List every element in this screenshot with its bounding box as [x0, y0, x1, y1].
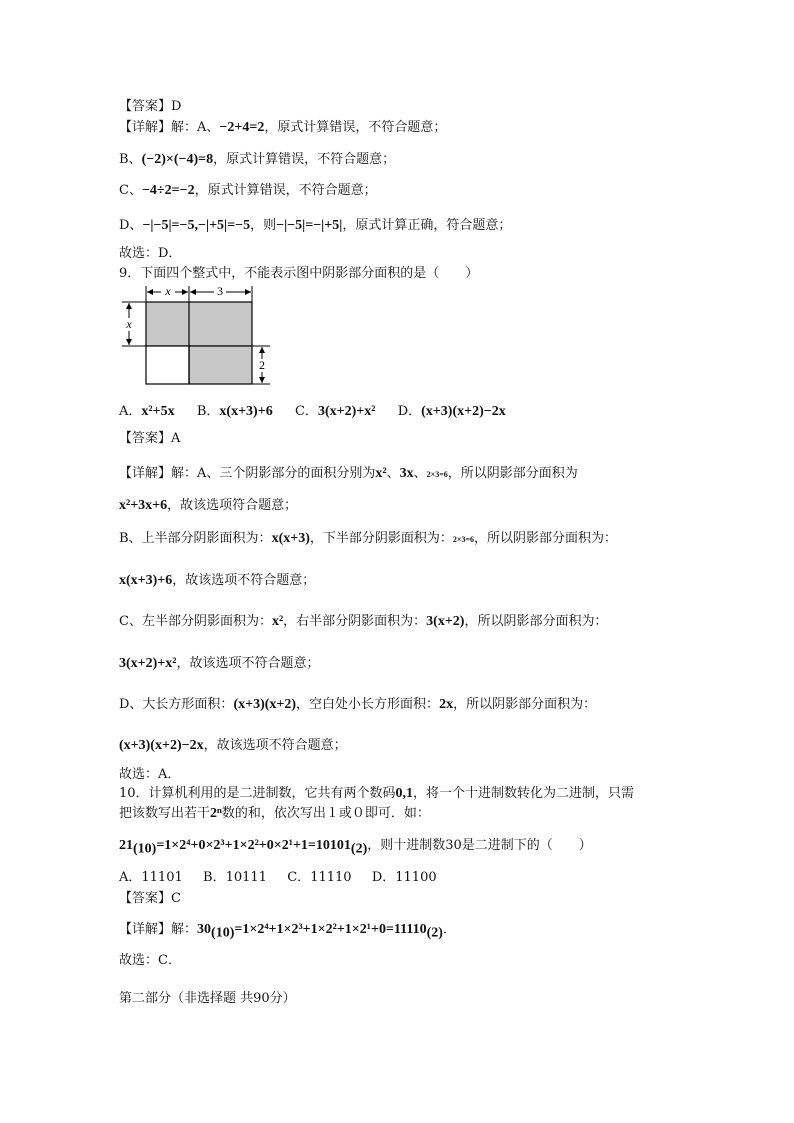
q10-detail: 【详解】解：$30_{(10)}=1\times 2^4+1\times 2^3+1\times 2^2+1\times 2^1+0=11110_{(2)}$．: [119, 922, 456, 941]
part2-heading: 第二部分（非选择题 共90分）: [119, 991, 296, 1006]
q8-detail-c: C、−4÷2=−2，原式计算错误，不符合题意；: [119, 183, 377, 198]
q8-detail-d: D、−|−5|=−5,−|+5|=−5，则−|−5|=−|+5|，原式计算正确，符合题意；: [119, 218, 512, 233]
q10-example: $21_{(10)}=1\times 2^4+0\times 2^3+1\times 2^2+0\times 2^1+1=10101_{(2)}$，则十进制数30是二进制下的（ ）: [119, 838, 592, 857]
q10-options: A．11101 B．10111 C．11110 D．11100: [119, 870, 437, 885]
label-top-x: x: [165, 284, 171, 298]
blank-bottom-left: [146, 346, 189, 384]
q9-detail-b1: B、上半部分阴影面积为：x(x+3)，下半部分阴影面积为：2×3=6，所以阴影部分面积为：: [119, 531, 618, 546]
q8-answer: 【答案】D: [119, 99, 182, 114]
q8-conclusion: 故选：D．: [119, 246, 182, 261]
q9-detail-c2: 3(x+2)+x²，故该选项不符合题意；: [119, 656, 320, 671]
q8-detail-b: B、(−2)×(−4)=8，原式计算错误，不符合题意；: [119, 152, 396, 167]
q9-conclusion: 故选：A．: [119, 767, 181, 782]
q9-stem: 9．下面四个整式中，不能表示图中阴影部分面积的是（ ）: [119, 266, 479, 281]
q10-conclusion: 故选：C．: [119, 953, 181, 968]
shaded-top: [146, 302, 252, 346]
q10-stem-1: 10．计算机利用的是二进制数，它共有两个数码0,1，将一个十进制数转化为二进制，只需: [119, 786, 635, 801]
q9-detail-d1: D、大长方形面积：(x+3)(x+2)，空白处小长方形面积：2x，所以阴影部分面积为：: [119, 697, 597, 712]
label-top-3: 3: [217, 284, 223, 298]
q9-detail-a2: x²+3x+6，故该选项符合题意；: [119, 498, 298, 513]
q9-detail-b2: x(x+3)+6，故该选项不符合题意；: [119, 573, 316, 588]
q9-detail-d2: (x+3)(x+2)−2x，故该选项不符合题意；: [119, 738, 347, 753]
q9-detail-a1: 【详解】解：A、三个阴影部分的面积分别为x²、3x、2×3=6，所以阴影部分面积为: [119, 466, 578, 481]
q9-options: A．x²+5x B．x(x+3)+6 C．3(x+2)+x² D．(x+3)(x+2)−2x: [119, 404, 506, 419]
q10-stem-2: 把该数写出若干2ⁿ数的和，依次写出１或０即可．如：: [119, 806, 430, 821]
label-left-x: x: [126, 317, 132, 331]
shaded-bottom-right: [189, 346, 252, 384]
q9-detail-c1: C、左半部分阴影面积为：x²，右半部分阴影面积为：3(x+2)，所以阴影部分面积为：: [119, 614, 608, 629]
q9-answer: 【答案】A: [119, 431, 181, 446]
label-right-2: 2: [259, 358, 265, 372]
q10-answer: 【答案】C: [119, 891, 181, 906]
q9-figure: [120, 284, 270, 388]
q8-detail-a: 【详解】解：A、−2+4=2，原式计算错误，不符合题意；: [119, 120, 447, 135]
